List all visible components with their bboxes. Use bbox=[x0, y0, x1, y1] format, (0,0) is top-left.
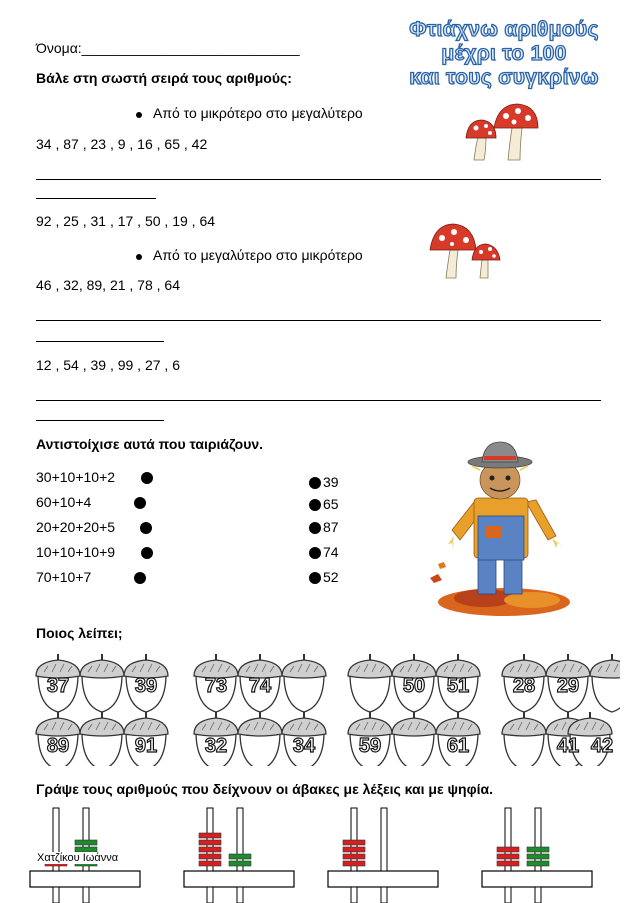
acorn-number: 51 bbox=[446, 675, 470, 697]
match-dot[interactable] bbox=[309, 547, 321, 559]
matching-left-item: 60+10+4 bbox=[36, 494, 92, 510]
acorn-number: 29 bbox=[556, 675, 580, 697]
acorn-number: 61 bbox=[446, 735, 470, 757]
acorn-number: 32 bbox=[204, 735, 228, 757]
matching-right-item: 74 bbox=[323, 544, 339, 560]
match-dot[interactable] bbox=[134, 497, 146, 509]
abacus-leg bbox=[237, 887, 243, 903]
abacus-bead bbox=[343, 854, 365, 859]
acorn-number: 41 bbox=[556, 735, 580, 757]
abacus-base bbox=[184, 871, 294, 887]
match-dot[interactable] bbox=[134, 572, 146, 584]
acorn-number: 37 bbox=[46, 675, 70, 697]
acorn-number: 73 bbox=[204, 675, 228, 697]
abacus bbox=[482, 808, 592, 903]
acorn-number: 91 bbox=[134, 735, 158, 757]
number-list-3: 46 , 32, 89, 21 , 78 , 64 bbox=[36, 277, 180, 293]
acorn-number: 50 bbox=[402, 675, 426, 697]
abacus-bead bbox=[343, 847, 365, 852]
number-list-4: 12 , 54 , 39 , 99 , 27 , 6 bbox=[36, 357, 180, 373]
abacus-bead bbox=[527, 861, 549, 866]
match-dot[interactable] bbox=[309, 522, 321, 534]
abacus-bead bbox=[343, 861, 365, 866]
match-dot[interactable] bbox=[141, 472, 153, 484]
acorn-number: 42 bbox=[590, 735, 614, 757]
acorn-number: 28 bbox=[512, 675, 536, 697]
abacus-bead bbox=[199, 847, 221, 852]
abacus-leg bbox=[53, 887, 59, 903]
matching-right-item: 39 bbox=[323, 474, 339, 490]
acorn-number: 89 bbox=[46, 735, 70, 757]
abacus-leg bbox=[505, 887, 511, 903]
match-dot[interactable] bbox=[141, 547, 153, 559]
acorn-number: 39 bbox=[134, 675, 158, 697]
abacus-bead bbox=[199, 861, 221, 866]
worksheet-title bbox=[398, 18, 610, 90]
title-line-3: και τους συγκρίνω bbox=[409, 66, 599, 89]
matching-right-item: 65 bbox=[323, 496, 339, 512]
number-list-2: 92 , 25 , 31 , 17 , 50 , 19 , 64 bbox=[36, 213, 216, 229]
match-dot[interactable] bbox=[309, 572, 321, 584]
abacus-bead bbox=[229, 854, 251, 859]
bullet-marker bbox=[136, 254, 142, 260]
abacus-leg bbox=[83, 887, 89, 903]
descending-instruction: Από το μεγαλύτερο στο μικρότερο bbox=[153, 247, 363, 263]
answer-line bbox=[36, 400, 601, 401]
matching-left-item: 10+10+10+9 bbox=[36, 544, 116, 560]
abacus-bead bbox=[497, 854, 519, 859]
ascending-instruction: Από το μικρότερο στο μεγαλύτερο bbox=[153, 105, 363, 121]
title-line-1: Φτιάχνω αριθμούς bbox=[409, 18, 599, 41]
name-field-label: Όνομα:____________________________ bbox=[36, 40, 300, 56]
abacus-base bbox=[30, 871, 140, 887]
title-line-2: μέχρι το 100 bbox=[441, 42, 567, 65]
match-dot[interactable] bbox=[309, 477, 321, 489]
order-numbers-heading: Βάλε στη σωστή σειρά τους αριθμούς: bbox=[36, 70, 292, 86]
acorn-number: 74 bbox=[248, 675, 272, 697]
abacus-bead bbox=[199, 854, 221, 859]
answer-line-short bbox=[36, 341, 164, 342]
matching-right-item: 52 bbox=[323, 569, 339, 585]
match-dot[interactable] bbox=[309, 499, 321, 511]
match-dot[interactable] bbox=[140, 522, 152, 534]
acorn-rows bbox=[30, 652, 620, 766]
answer-line-short bbox=[36, 420, 164, 421]
abacus-bead bbox=[75, 840, 97, 845]
abacus-bead bbox=[527, 847, 549, 852]
acorn-number: 59 bbox=[358, 735, 382, 757]
mushrooms-illustration-middle bbox=[426, 218, 502, 280]
matching-right-item: 87 bbox=[323, 519, 339, 535]
abacus-rod bbox=[381, 808, 387, 871]
abacus-leg bbox=[535, 887, 541, 903]
answer-line-short bbox=[36, 198, 156, 199]
abacus bbox=[184, 808, 294, 903]
abacus-heading: Γράψε τους αριθμούς που δείχνουν οι άβακες με λέξεις και με ψηφία. bbox=[36, 781, 493, 797]
matching-heading: Αντιστοίχισε αυτά που ταιριάζουν. bbox=[36, 436, 264, 452]
abacus-leg bbox=[381, 887, 387, 903]
abacus bbox=[328, 808, 438, 903]
matching-left-item: 20+20+20+5 bbox=[36, 519, 116, 535]
matching-left-item: 70+10+7 bbox=[36, 569, 92, 585]
bullet-marker bbox=[136, 112, 142, 118]
abacus-bead bbox=[229, 861, 251, 866]
abacus-bead bbox=[497, 861, 519, 866]
abacus-leg bbox=[207, 887, 213, 903]
matching-left-item: 30+10+10+2 bbox=[36, 469, 116, 485]
answer-line bbox=[36, 179, 601, 180]
missing-number-heading: Ποιος λείπει; bbox=[36, 625, 123, 641]
abacus-bead bbox=[199, 833, 221, 838]
acorn-number: 34 bbox=[292, 735, 316, 757]
abacus-base bbox=[482, 871, 592, 887]
mushrooms-illustration-top bbox=[462, 100, 542, 164]
abacus-leg bbox=[351, 887, 357, 903]
abacus-base bbox=[328, 871, 438, 887]
abacus-bead bbox=[343, 840, 365, 845]
number-list-1: 34 , 87 , 23 , 9 , 16 , 65 , 42 bbox=[36, 136, 208, 152]
answer-line bbox=[36, 320, 601, 321]
author-credit: Χατζίκου Ιωάννα bbox=[37, 852, 119, 864]
abacus-bead bbox=[527, 854, 549, 859]
abacus-bead bbox=[497, 847, 519, 852]
scarecrow-illustration bbox=[424, 440, 574, 618]
abacus-bead bbox=[199, 840, 221, 845]
